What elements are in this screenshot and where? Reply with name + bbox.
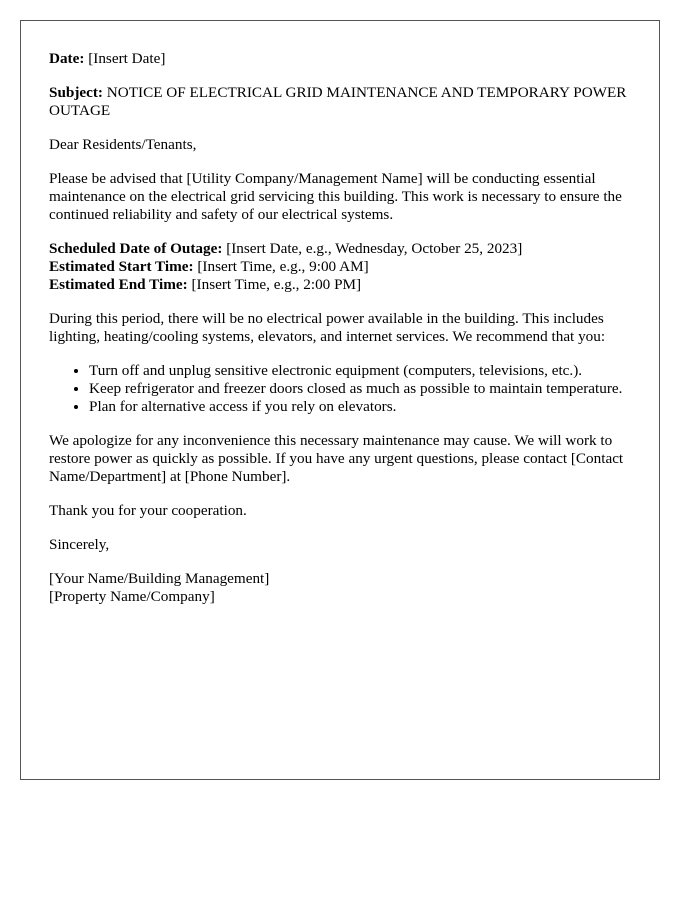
intro-paragraph: Please be advised that [Utility Company/Management Name] will be conducting essential maintenance on the electrical grid servicing this building. This work is necessary to ensure the continued reliability and safety of our electrical systems. <box>49 170 622 223</box>
schedule-start-line <box>49 258 631 276</box>
schedule-end-value: [Insert Time, e.g., 2:00 PM] <box>191 276 362 293</box>
date-label: Date: <box>49 50 85 67</box>
schedule-date-value: [Insert Date, e.g., Wednesday, October 25, 2023] <box>226 240 523 257</box>
date-value: [Insert Date] <box>88 50 166 67</box>
outage-schedule <box>49 240 631 294</box>
date-line <box>49 50 631 68</box>
schedule-start-label: Estimated Start Time: <box>49 258 194 275</box>
impact-paragraph: During this period, there will be no electrical power available in the building. This includes lighting, heating/cooling systems, elevators, and internet services. We recommend that you: <box>49 310 606 345</box>
schedule-date-line <box>49 240 631 258</box>
subject-value: NOTICE OF ELECTRICAL GRID MAINTENANCE AND TEMPORARY POWER OUTAGE <box>49 84 627 119</box>
signature-block <box>49 570 631 606</box>
letter-page <box>20 20 660 780</box>
list-item: • Keep refrigerator and freezer doors closed as much as possible to maintain temperature. <box>89 380 631 398</box>
subject-line <box>49 84 631 120</box>
schedule-date-label: Scheduled Date of Outage: <box>49 240 223 257</box>
schedule-start-value: [Insert Time, e.g., 9:00 AM] <box>197 258 369 275</box>
list-item: • Turn off and unplug sensitive electronic equipment (computers, televisions, etc.). <box>89 362 631 380</box>
apology-paragraph: We apologize for any inconvenience this necessary maintenance may cause. We will work to restore power as quickly as possible. If you have any urgent questions, please contact [Contact Name/Department] at [Phone Number]. <box>49 432 624 485</box>
recommendations-list <box>49 362 631 416</box>
schedule-end-line <box>49 276 631 294</box>
signature-name: [Your Name/Building Management] <box>49 570 270 587</box>
closing-line: Sincerely, <box>49 536 110 553</box>
schedule-end-label: Estimated End Time: <box>49 276 188 293</box>
subject-label: Subject: <box>49 84 103 101</box>
thanks-line: Thank you for your cooperation. <box>49 502 247 519</box>
list-item: • Plan for alternative access if you rely on elevators. <box>89 398 631 416</box>
greeting: Dear Residents/Tenants, <box>49 136 197 153</box>
signature-company: [Property Name/Company] <box>49 588 215 605</box>
